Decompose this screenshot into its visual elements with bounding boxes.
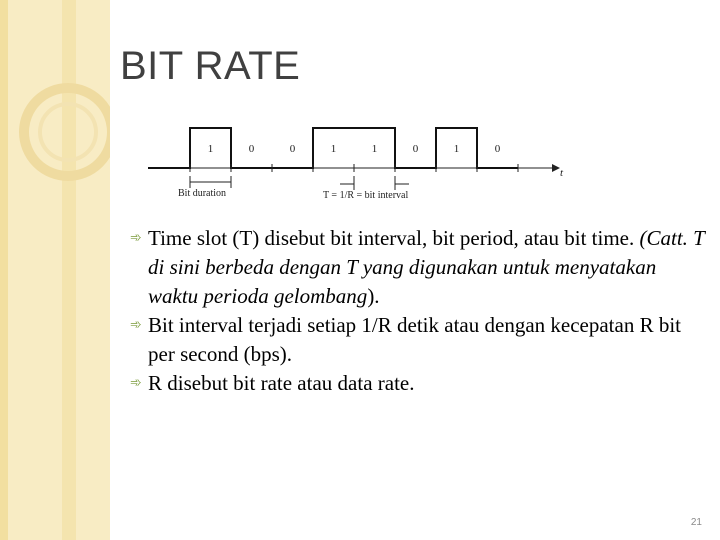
bullet-item-time-slot [130,224,710,311]
bit-value-label: 0 [289,143,296,155]
bullet-item-bit-rate [130,369,710,398]
bit-value-label: 1 [207,143,214,155]
bit-value-label: 0 [412,143,419,155]
bit-value-label: 0 [494,143,501,155]
page-title: BIT RATE [120,44,301,88]
bit-duration-label: Bit duration [178,188,227,199]
page-number: 21 [690,517,702,528]
bullet-icon: ➾ [130,318,142,333]
bit-interval-label: T = 1/R = bit interval [323,190,409,201]
bit-value-label: 1 [330,143,337,155]
bullet-text: Bit interval terjadi setiap 1/R detik atau dengan kecepatan R bit per second (bps). [148,313,681,366]
bullet-list [130,224,710,398]
time-axis-arrow [552,164,560,172]
time-axis-label: t [560,167,564,179]
bullet-item-bit-interval [130,311,710,369]
bullet-note: (Catt. T di sini berbeda dengan T yang digunakan untuk menyatakan waktu perioda gelombang [148,226,705,308]
bullet-icon: ➾ [130,376,142,391]
bullet-text: Time slot (T) disebut bit interval, bit period, atau bit time. [148,226,640,250]
bullet-suffix: ). [367,284,380,308]
bullet-icon: ➾ [130,231,142,246]
bullet-text: R disebut bit rate atau data rate. [148,371,415,395]
bit-value-label: 1 [371,143,378,155]
bit-value-label: 0 [248,143,255,155]
bit-value-label: 1 [453,143,460,155]
side-decoration [0,0,110,540]
bit-timing-diagram [140,118,580,210]
